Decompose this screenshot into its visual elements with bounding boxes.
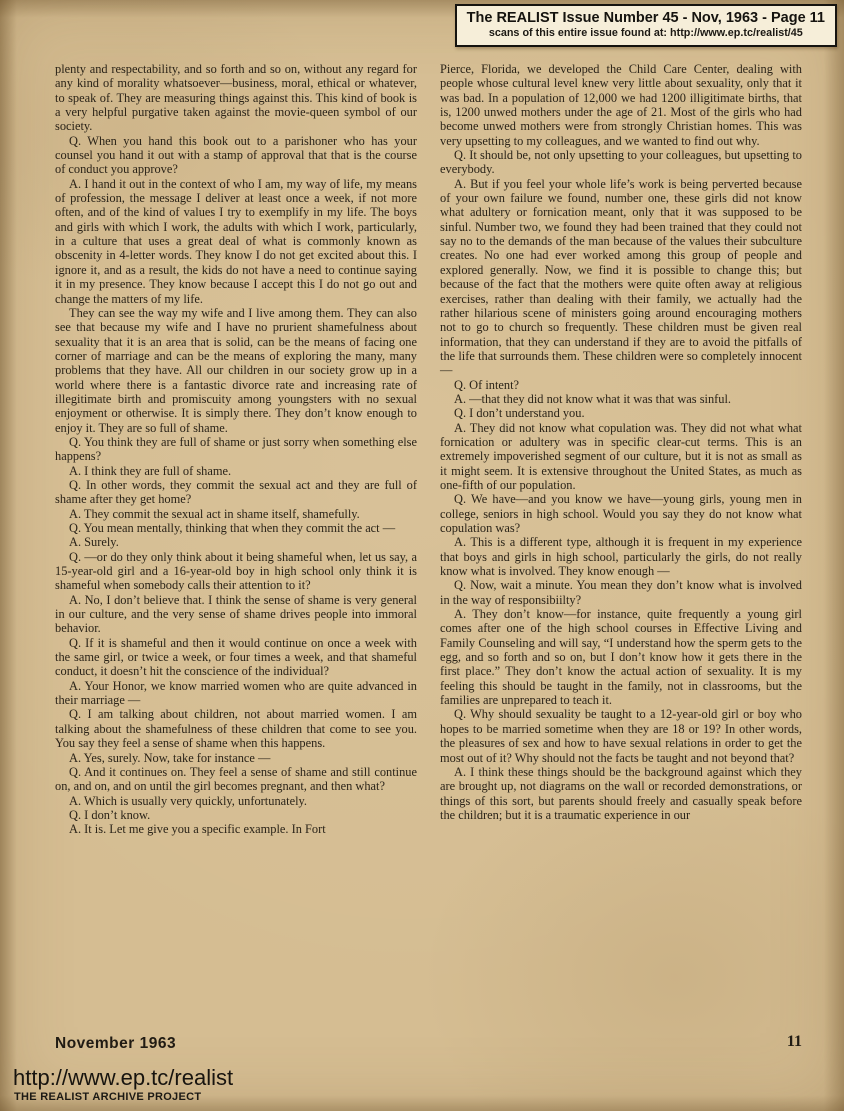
paragraph: A. It is. Let me give you a specific example. In Fort [69, 822, 326, 837]
paragraph: A. I think they are full of shame. [69, 463, 232, 478]
paragraph: Q. Why should sexuality be taught to a 12-year-old girl or boy who hopes to be married sometime when they are 18 or 19? In other words, the pleasures of sex and how to have sexual relations in order to get the most out of it? Why should not the facts be taught and not beyond that? [440, 707, 802, 765]
paragraph: A. This is a different type, although it is frequent in my experience that boys and girls in high school, particularly the girls, do not really know what is involved. They know enough — [440, 535, 802, 579]
paragraph: Q. If it is shameful and then it would continue on once a week with the same girl, or twice a week, or four times a week, and that shameful conduct, it doesn’t hit the conscience of the individual? [55, 635, 417, 679]
paragraph: A. I think these things should be the background against which they are brought up, not diagrams on the wall or recorded demonstrations, or things of this sort, but parents should freely and casually speak before the children; but it is a traumatic experience in our [440, 764, 802, 822]
paragraph: A. They did not know what copulation was. They did not what what fornication or adultery was in specific clear-cut terms. This is an extremely impoverished segment of our culture, but it is not as small as it might seem. It is extensive throughout the United States, as much as one-fifth of our population. [440, 420, 802, 492]
paragraph: Q. We have—and you know we have—young girls, young men in college, seniors in high school. Would you say they do not know what copulation was? [440, 492, 802, 535]
paragraph: A. They don’t know—for instance, quite frequently a young girl comes after one of the high school courses in Effective Living and Family Counseling and will say, “I understand how the sperm gets to the egg, and so forth and so on, but I don’t know how it gets there in the first place.” They don’t know the actual action of sexuality. It is my feeling this should be taught in the family, not in classrooms, but the families are unprepared to teach it. [440, 607, 802, 708]
paragraph: Q. I don’t know. [69, 807, 151, 822]
paragraph: A. Yes, surely. Now, take for instance — [69, 750, 271, 765]
paragraph: A. I hand it out in the context of who I am, my way of life, my means of profession, the message I deliver at least once a week, if not more often, and of the kind of values I try to exemplify in my life. The boys and girls with which I work, the adults with which I work, particularly, in a culture that uses a great deal of what is commonly known as obscenity in 4-letter words. They know I do not get excited about this. I ignore it, and as a result, the kids do not have a need to continue saying it in my presence. They know because I accept this I do not go out and change the matters of my life. [55, 176, 417, 306]
paragraph: Q. Now, wait a minute. You mean they don’t know what is involved in the way of responsibiilty? [440, 578, 802, 607]
archive-project-title: THE REALIST ARCHIVE PROJECT [14, 1091, 202, 1103]
right-column [440, 62, 802, 837]
paragraph: A. —that they did not know what it was that was sinful. [454, 391, 732, 406]
paragraph: They can see the way my wife and I live among them. They can also see that because my wife and I have no prurient shamefulness about sexuality that it is an area that is solid, can be the means of facing one corner of marriage and can be the means of exploring the many, many problems that they have. All our children in our society grow up in a world where there is a fantastic divorce rate and increasing rate of illegitimate birth and promiscuity among youngsters with no sexual enjoyment or otherwise. It is simply there. They don’t know enough to enjoy it. They are so full of shame. [55, 305, 417, 435]
paragraph: Q. I am talking about children, not about married women. I am talking about the shamefulness of these children that come to see you. You say they feel a sense of shame when this happens. [55, 707, 417, 751]
article-body [55, 62, 802, 837]
paragraph: Q. And it continues on. They feel a sense of shame and still continue on, and on, and on until the girl becomes pregnant, and then what? [55, 764, 417, 794]
footer-page-number: 11 [786, 1033, 802, 1050]
paragraph: Q. It should be, not only upsetting to your colleagues, but upsetting to everybody. [440, 148, 802, 177]
paragraph: A. Which is usually very quickly, unfortunately. [69, 793, 308, 808]
archive-url: http://www.ep.tc/realist [13, 1065, 234, 1090]
paragraph: A. Your Honor, we know married women who are quite advanced in their marriage — [55, 678, 417, 708]
paragraph: Q. Of intent? [454, 377, 520, 392]
paragraph: A. They commit the sexual act in shame itself, shamefully. [69, 506, 360, 521]
paragraph: Q. You think they are full of shame or just sorry when something else happens? [55, 434, 417, 464]
paragraph: Q. You mean mentally, thinking that when they commit the act — [69, 521, 396, 535]
paragraph: plenty and respectability, and so forth and so on, without any regard for any kind of morality whatsoever—business, moral, ethical or whatever, to speak of. They are measuring things against this. This kind of book is a very helpful purgative taken against the movie-queen symbol of our society. [55, 62, 417, 134]
footer-issue-date: November 1963 [55, 1035, 177, 1052]
issue-title: The REALIST Issue Number 45 - Nov, 1963 - Page 11 [466, 10, 825, 26]
scan-source-note: scans of this entire issue found at: http://www.ep.tc/realist/45 [488, 27, 803, 39]
paragraph: Pierce, Florida, we developed the Child Care Center, dealing with people whose cultural level knew very little about sexuality, only that it was bad. In a population of 12,000 we had 1200 illigitimate births, that is, 1200 unwed mothers under the age of 21. Most of the girls who had become unwed mothers were from strongly Christian homes. This was very upsetting to my colleagues, and we wanted to find out why. [440, 62, 802, 148]
archive-header-badge [455, 4, 837, 47]
paragraph: Q. In other words, they commit the sexual act and they are full of shame after they get home? [55, 477, 417, 507]
paragraph: Q. I don’t understand you. [454, 406, 585, 421]
left-column [55, 62, 417, 837]
paragraph: Q. When you hand this book out to a parishoner who has your counsel you hand it out with a stamp of approval that that is the course of conduct you approve? [55, 133, 417, 177]
paragraph: A. No, I don’t believe that. I think the sense of shame is very general in our culture, and the very sense of shame drives people into immoral behavior. [55, 592, 417, 636]
paragraph: A. Surely. [69, 535, 119, 550]
paragraph: Q. —or do they only think about it being shameful when, let us say, a 15-year-old girl and a 16-year-old boy in high school only think it is shameful when somebody calls their attention to it? [55, 549, 417, 593]
paragraph: A. But if you feel your whole life’s work is being perverted because of your own failure we found, number one, these girls did not know what adultery or fornication meant, only that it was supposed to be sinful. Number two, we found they had been trained that they could not say no to the demands of the man because of the values their subculture creates. No one had ever worked among this group of people and explored generally. Now, we find it is possible to change this; but because of the fact that the mothers were quite often away at religious exercises, rather than dealing with their family, we actually had the rather hilarious scene of ministers going around encouraging mothers not to go to church so frequently. These children must be given real information, that they can understand if they are to avoid the pitfalls of the life that surrounds them. These children were so completely innocent — [440, 176, 802, 378]
